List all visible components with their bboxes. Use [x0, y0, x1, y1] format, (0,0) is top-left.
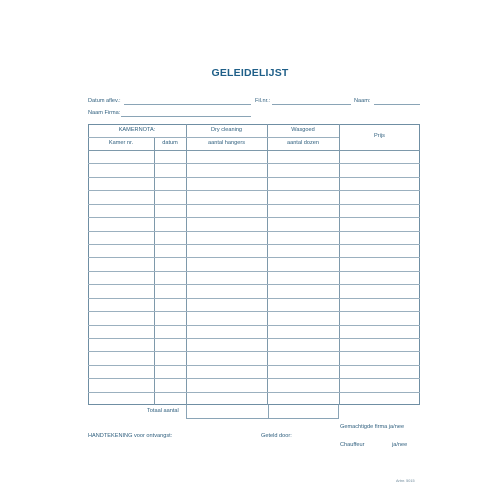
column-divider-dry-wasgoed [267, 124, 268, 405]
aantal-hangers-column-header: aantal hangers [207, 140, 245, 146]
table-row-divider [88, 204, 420, 205]
column-divider-datum-dry [186, 124, 187, 405]
company-name-label: Naam Firma: [88, 110, 121, 116]
total-count-label: Totaal aantal [147, 408, 179, 414]
branch-number-field[interactable] [272, 104, 351, 105]
kamer-nr-column-header: Kamer nr. [108, 140, 134, 146]
total-count-box[interactable] [186, 405, 339, 419]
delivery-table [88, 124, 420, 405]
table-row-divider [88, 231, 420, 232]
signature-label: HANDTEKENING voor ontvangst: [88, 433, 173, 439]
driver-yes-no: ja/nee [392, 442, 408, 448]
table-row-divider [88, 177, 420, 178]
table-row-divider [88, 365, 420, 366]
table-row-divider [88, 298, 420, 299]
table-row-divider [88, 378, 420, 379]
driver-label: Chauffeur [340, 442, 365, 448]
prijs-header: Prijs [374, 133, 385, 139]
table-row-divider [88, 351, 420, 352]
table-row-divider [88, 271, 420, 272]
datum-column-header: datum [162, 140, 178, 146]
authorized-company-label: Gemachtigde firma ja/nee [340, 424, 405, 430]
name-label: Naam: [354, 98, 371, 104]
delivery-date-field[interactable] [124, 104, 251, 105]
table-row-divider [88, 163, 420, 164]
total-box-divider [268, 405, 269, 419]
table-row-divider [88, 190, 420, 191]
table-row-divider [88, 392, 420, 393]
name-field[interactable] [374, 104, 420, 105]
table-row-divider [88, 217, 420, 218]
table-row-divider [88, 325, 420, 326]
table-row-divider [88, 338, 420, 339]
page-title: GELEIDELIJST [211, 67, 289, 79]
counted-by-label: Geteld door: [261, 433, 292, 439]
article-number: Artnr. 5015 [396, 479, 415, 483]
header-divider [88, 137, 339, 138]
branch-number-label: Fil.nr.: [255, 98, 271, 104]
header-bottom-rule [88, 150, 420, 151]
wasgoed-header: Wasgoed [291, 127, 315, 133]
table-frame [88, 124, 420, 405]
kamernota-header: KAMERNOTA: [118, 127, 156, 133]
delivery-date-label: Datum aflev.: [88, 98, 121, 104]
column-divider-wasgoed-prijs [339, 124, 340, 405]
dry-cleaning-header: Dry cleaning [210, 127, 243, 133]
table-row-divider [88, 257, 420, 258]
company-name-field[interactable] [121, 116, 251, 117]
aantal-dozen-column-header: aantal dozen [286, 140, 320, 146]
table-row-divider [88, 311, 420, 312]
table-row-divider [88, 244, 420, 245]
table-row-divider [88, 284, 420, 285]
